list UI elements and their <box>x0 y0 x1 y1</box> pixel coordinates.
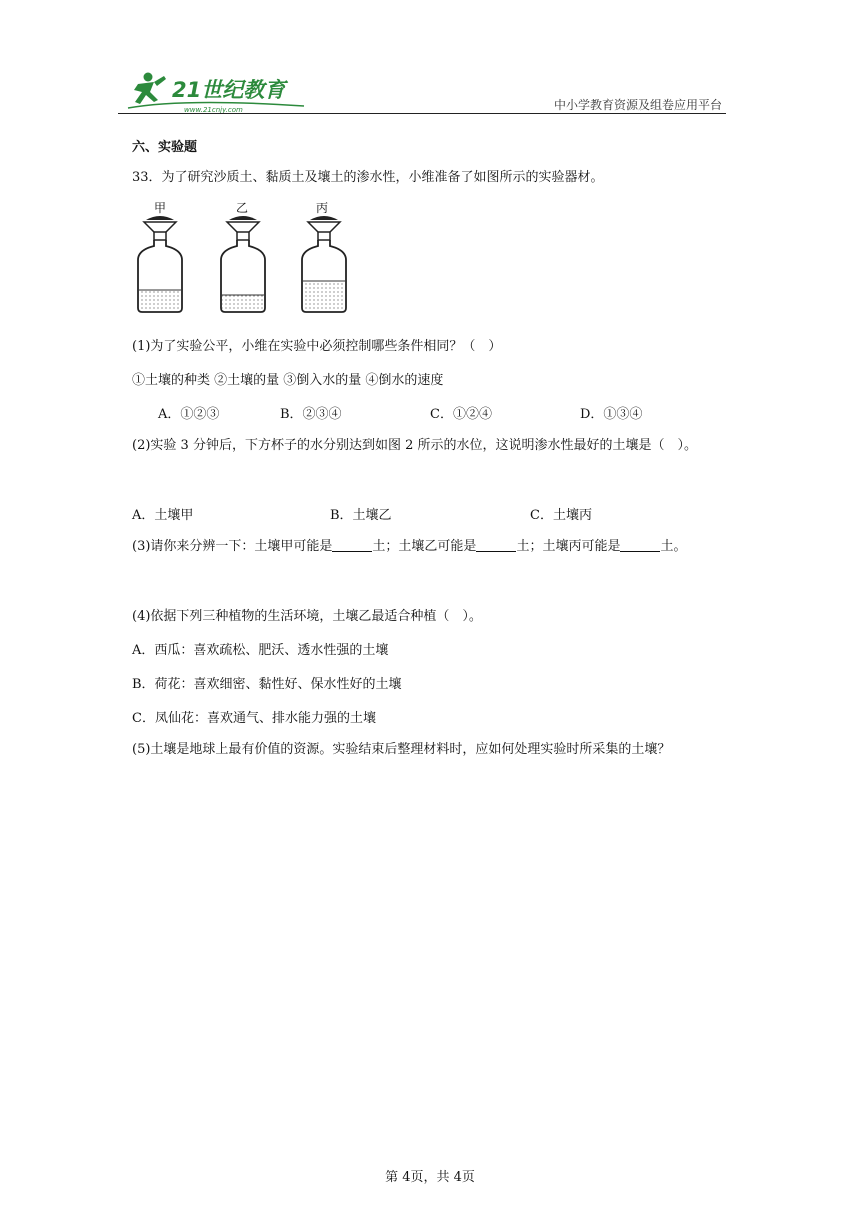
option-1d: D．①③④ <box>580 407 643 422</box>
sub-question-2: (2)实验 3 分钟后，下方杯子的水分别达到如图 2 所示的水位，这说明渗水性最好的土壤是（ ）。 <box>132 438 697 453</box>
bottle-yi <box>221 201 265 312</box>
q3-part2: 土；土壤乙可能是 <box>372 539 477 554</box>
header-divider <box>118 113 726 114</box>
experiment-figure <box>132 198 372 316</box>
option-2c: C．土壤丙 <box>530 508 592 523</box>
sub-question-3 <box>132 530 730 564</box>
blank-bing[interactable] <box>620 537 660 552</box>
page-header <box>118 64 726 116</box>
q3-part1: (3)请你来分辨一下：土壤甲可能是 <box>132 539 333 554</box>
blank-yi[interactable] <box>476 537 516 552</box>
bottle-jia <box>138 201 182 312</box>
option-4a: A．西瓜：喜欢疏松、肥沃、透水性强的土壤 <box>132 643 389 658</box>
label-jia: 甲 <box>154 201 167 215</box>
sub-question-5: (5)土壤是地球上最有价值的资源。实验结束后整理材料时，应如何处理实验时所采集的土壤？ <box>132 742 671 757</box>
option-2a: A．土壤甲 <box>132 508 194 523</box>
question-stem: 33．为了研究沙质土、黏质土及壤土的渗水性，小维准备了如图所示的实验器材。 <box>132 170 604 185</box>
logo-text: 21世纪教育 <box>172 78 286 102</box>
sub-question-4: (4)依据下列三种植物的生活环境，土壤乙最适合种植（ ）。 <box>132 609 482 624</box>
option-1c: C．①②④ <box>430 407 492 422</box>
sub-question-1: (1)为了实验公平，小维在实验中必须控制哪些条件相同？（ ） <box>132 339 502 354</box>
option-1b: B．②③④ <box>280 407 342 422</box>
option-2b: B．土壤乙 <box>330 508 392 523</box>
logo-url: www.21cnjy.com <box>184 106 243 114</box>
sub-question-1-conditions: ①土壤的种类 ②土壤的量 ③倒入水的量 ④倒水的速度 <box>132 373 444 388</box>
platform-name: 中小学教育资源及组卷应用平台 <box>553 98 722 112</box>
bottle-bing <box>302 201 346 312</box>
page-footer: 第 4页，共 4页 <box>385 1170 475 1185</box>
section-title: 六、实验题 <box>132 140 198 155</box>
option-1a: A．①②③ <box>158 407 220 422</box>
option-4c: C．凤仙花：喜欢通气、排水能力强的土壤 <box>132 711 376 726</box>
q3-part4: 土。 <box>660 539 687 554</box>
logo-icon <box>124 70 314 114</box>
q3-part3: 土；土壤丙可能是 <box>516 539 621 554</box>
label-yi: 乙 <box>236 201 249 215</box>
blank-jia[interactable] <box>332 537 372 552</box>
label-bing: 丙 <box>316 201 329 215</box>
option-4b: B．荷花：喜欢细密、黏性好、保水性好的土壤 <box>132 677 402 692</box>
